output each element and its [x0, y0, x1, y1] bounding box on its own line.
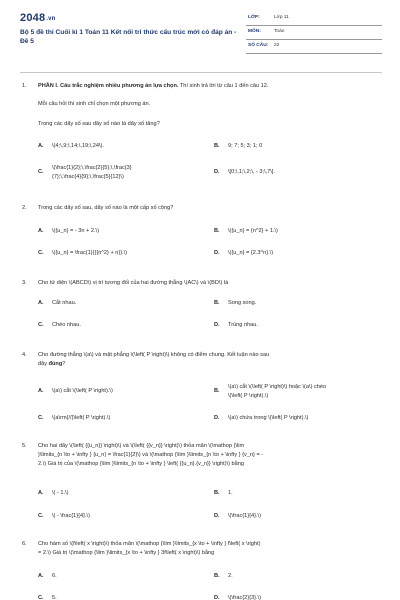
part-label: PHẦN I. Câu trắc nghiệm nhiều phương án lựa chọn.: [38, 83, 179, 89]
question-text-line-1: Cho hàm số \(f\left( x \right)\) thỏa mãn \(\mathop {\lim }\limits_{x \to + \infty } f\left( x \right): [38, 541, 261, 547]
option-c-letter[interactable]: C.: [38, 415, 44, 421]
option-c[interactable]: \( - \frac{1}{4}.\): [52, 513, 90, 519]
meta-row-count: [246, 40, 382, 54]
question-text: Trong các dãy số sau dãy số nào là dãy số tăng?: [38, 121, 160, 127]
option-c[interactable]: 5.: [52, 595, 57, 600]
meta-row-class: [246, 12, 382, 26]
option-d[interactable]: Trùng nhau.: [228, 322, 258, 328]
text-fragment: đây: [38, 361, 49, 367]
question-text: Trong các dãy số sau, dãy số nào là một cấp số cộng?: [38, 205, 174, 211]
option-c-line-2[interactable]: {7};\,\frac{4}{9};\,\frac{5}{12}\): [52, 174, 124, 180]
option-a[interactable]: \(4;\,9;\,14;\,19;\,24\).: [52, 143, 104, 149]
question-number: 6.: [22, 541, 27, 547]
question-text: Cho tứ diện \(ABCD\) vị trí tương đối của hai đường thẳng \(AC\) và \(BD\) là: [38, 280, 229, 286]
option-d[interactable]: \(\frac{1}{4}.\): [228, 513, 261, 519]
document-title: Bộ 5 đề thi Cuối kì 1 Toán 11 Kết nối tri thức cấu trúc mới có đáp án - Đề 5: [20, 29, 237, 45]
part-heading: [38, 82, 380, 90]
option-a-letter[interactable]: A.: [38, 300, 44, 306]
header-divider: [20, 72, 382, 73]
option-c-letter[interactable]: C.: [38, 322, 44, 328]
meta-key: LỚP:: [248, 15, 260, 20]
question-number: 5.: [22, 443, 27, 449]
part-note: Mỗi câu hỏi thí sinh chỉ chọn một phương án.: [38, 101, 151, 107]
meta-value: 22: [274, 43, 280, 48]
option-c[interactable]: \(a\rm{//}\left( P \right).\): [52, 415, 111, 421]
question-text-line-1: Cho đường thẳng \(a\) và mặt phẳng \(\left( P \right)\) không có điểm chung. Kết luận nào sau: [38, 352, 270, 358]
option-b-letter[interactable]: B.: [214, 143, 220, 149]
option-b-line-1[interactable]: \(a\) cắt \(\left( P \right)\) hoặc \(a\) chéo: [228, 384, 327, 390]
option-d[interactable]: \(\frac{2}{3}.\): [228, 595, 261, 600]
option-c-letter[interactable]: C.: [38, 250, 44, 256]
document-header: [20, 12, 382, 62]
question-number: 2.: [22, 205, 27, 211]
question-text-line-2: [38, 360, 380, 368]
question-number: 4.: [22, 352, 27, 358]
question-number: 3.: [22, 280, 27, 286]
option-b-letter[interactable]: B.: [214, 388, 220, 394]
meta-row-subject: [246, 26, 382, 40]
option-d-letter[interactable]: D.: [214, 513, 220, 519]
option-a[interactable]: Cắt nhau.: [52, 300, 77, 306]
option-b[interactable]: Song song.: [228, 300, 257, 306]
option-a[interactable]: 6.: [52, 573, 57, 579]
text-fragment: ?: [62, 361, 66, 367]
option-b[interactable]: 2.: [228, 573, 233, 579]
option-a-letter[interactable]: A.: [38, 490, 44, 496]
option-c-letter[interactable]: C.: [38, 513, 44, 519]
question-text-line-1: Cho hai dãy \(\left( {{u_n}} \right)\) và \(\left( {{v_n}} \right)\) thỏa mãn \(\mathop {\lim: [38, 443, 245, 449]
option-d[interactable]: \(a\) chứa trong \(\left( P \right).\): [228, 415, 309, 421]
question-text-line-2: }\limits_{n \to + \infty } {u_n} = \frac{1}{2}\) và \(\mathop {\lim }\limits_{n \to + \infty } {v_n} = -: [38, 452, 264, 458]
question-text-line-2: = 2.\) Giá trị \(\mathop {\lim }\limits_{x \to + \infty } 3f\left( x \right)\) bằng: [38, 550, 215, 556]
option-c[interactable]: \({u_n} = \frac{1}{{{n^2} + n}}.\): [52, 250, 128, 256]
option-a[interactable]: \({u_n} = - 3n + 2.\): [52, 228, 99, 234]
option-a-letter[interactable]: A.: [38, 228, 44, 234]
logo-text: 2048: [20, 12, 46, 24]
meta-key: MÔN:: [248, 29, 261, 34]
meta-value: Lớp 11: [274, 15, 289, 20]
option-c-letter[interactable]: C.: [38, 169, 44, 175]
option-d-letter[interactable]: D.: [214, 415, 220, 421]
option-b-letter[interactable]: B.: [214, 490, 220, 496]
question-number: 1.: [22, 83, 27, 89]
option-b-letter[interactable]: B.: [214, 573, 220, 579]
option-a[interactable]: \(a\) cắt \(\left( P \right).\): [52, 388, 113, 394]
option-b-line-2[interactable]: \(\left( P \right).\): [228, 393, 269, 399]
logo-suffix: .vn: [46, 16, 56, 22]
option-b-letter[interactable]: B.: [214, 300, 220, 306]
option-a-letter[interactable]: A.: [38, 573, 44, 579]
option-a-letter[interactable]: A.: [38, 143, 44, 149]
option-b[interactable]: 1.: [228, 490, 233, 496]
option-d[interactable]: \({u_n} = {2.3^n}.\): [228, 250, 274, 256]
option-d[interactable]: \[0;\,1;\,2;\, - 3;\,7\].: [228, 169, 275, 175]
option-b[interactable]: 9; 7; 5; 3; 1; 0: [228, 143, 263, 149]
option-d-letter[interactable]: D.: [214, 250, 220, 256]
meta-table: [246, 12, 382, 54]
option-a[interactable]: \( - 1.\): [52, 490, 69, 496]
option-b[interactable]: \({u_n} = {n^2} + 1.\): [228, 228, 278, 234]
option-d-letter[interactable]: D.: [214, 322, 220, 328]
option-a-letter[interactable]: A.: [38, 388, 44, 394]
part-instruction: Thí sinh trả lời từ câu 1 đến câu 12.: [178, 83, 269, 89]
option-d-letter[interactable]: D.: [214, 169, 220, 175]
meta-key: SỐ CÂU:: [248, 43, 269, 48]
emphasis-text: đúng: [48, 361, 63, 367]
option-d-letter[interactable]: D.: [214, 595, 220, 600]
meta-value: Toán: [274, 29, 285, 34]
option-c-line-1[interactable]: \(\frac{1}{2};\,\frac{2}{5};\,\frac{3}: [52, 165, 132, 171]
option-c-letter[interactable]: C.: [38, 595, 44, 600]
option-c[interactable]: Chéo nhau.: [52, 322, 81, 328]
option-b-letter[interactable]: B.: [214, 228, 220, 234]
question-text-line-3: 2.\) Giá trị của \(\mathop {\lim }\limits_{n \to + \infty } \left( {{u_n}.{v_n}} \right)\) bằng: [38, 461, 244, 467]
